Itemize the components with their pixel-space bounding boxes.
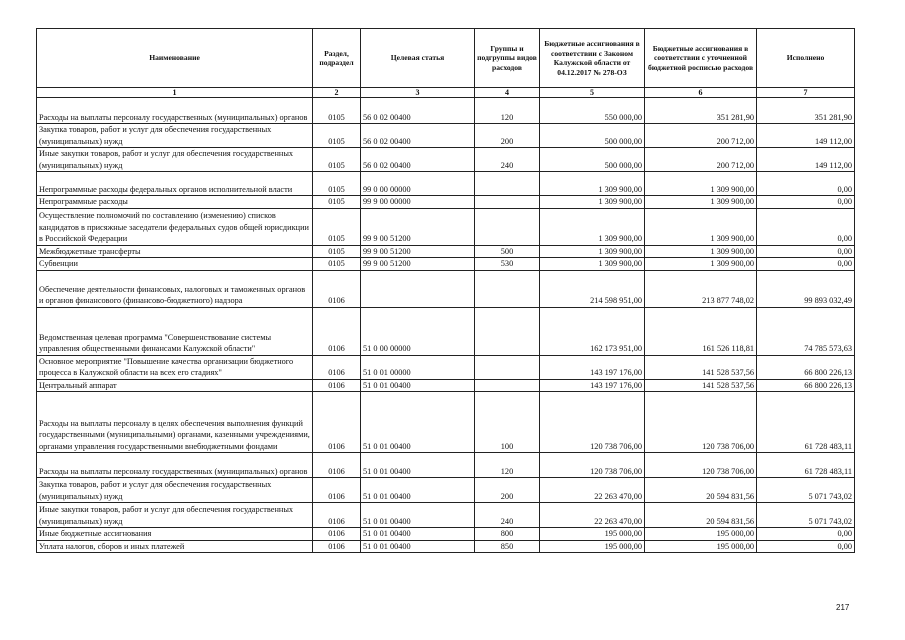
table-row (37, 392, 855, 453)
cell-target: 51 0 01 00400 (361, 503, 475, 528)
column-number: 3 (361, 88, 475, 98)
cell-group (475, 355, 540, 379)
column-number: 1 (37, 88, 313, 98)
cell-executed: 351 281,90 (757, 98, 855, 124)
table-row (37, 148, 855, 172)
table-row (37, 528, 855, 541)
cell-section: 0106 (313, 307, 361, 355)
cell-section: 0106 (313, 270, 361, 307)
cell-section: 0105 (313, 196, 361, 209)
cell-section: 0105 (313, 245, 361, 258)
cell-executed: 0,00 (757, 245, 855, 258)
cell-target: 56 0 02 00400 (361, 148, 475, 172)
table-row (37, 478, 855, 503)
column-number: 6 (645, 88, 757, 98)
column-number: 5 (540, 88, 645, 98)
cell-name: Непрограммные расходы (37, 196, 313, 209)
cell-name: Закупка товаров, работ и услуг для обеспечения государственных (муниципальных) нужд (37, 124, 313, 148)
cell-group: 530 (475, 258, 540, 271)
cell-refined-allocation: 1 309 900,00 (645, 245, 757, 258)
cell-executed: 0,00 (757, 172, 855, 196)
cell-refined-allocation: 1 309 900,00 (645, 258, 757, 271)
cell-target: 99 9 00 51200 (361, 258, 475, 271)
cell-refined-allocation: 1 309 900,00 (645, 196, 757, 209)
table-row (37, 245, 855, 258)
cell-law-allocation: 22 263 470,00 (540, 503, 645, 528)
cell-name: Межбюджетные трансферты (37, 245, 313, 258)
cell-refined-allocation: 1 309 900,00 (645, 172, 757, 196)
cell-group: 850 (475, 540, 540, 553)
cell-section: 0106 (313, 503, 361, 528)
cell-refined-allocation: 200 712,00 (645, 148, 757, 172)
column-number: 2 (313, 88, 361, 98)
cell-group: 240 (475, 148, 540, 172)
cell-executed: 66 800 226,13 (757, 355, 855, 379)
table-row (37, 307, 855, 355)
cell-target: 99 0 00 00000 (361, 172, 475, 196)
table-row (37, 172, 855, 196)
table-row (37, 98, 855, 124)
cell-executed: 149 112,00 (757, 124, 855, 148)
cell-refined-allocation: 20 594 831,56 (645, 503, 757, 528)
cell-target: 51 0 01 00400 (361, 392, 475, 453)
cell-refined-allocation: 1 309 900,00 (645, 208, 757, 245)
cell-target: 99 9 00 51200 (361, 208, 475, 245)
cell-law-allocation: 214 598 951,00 (540, 270, 645, 307)
cell-name: Иные закупки товаров, работ и услуг для обеспечения государственных (муниципальных) нужд (37, 503, 313, 528)
cell-target: 51 0 01 00000 (361, 355, 475, 379)
cell-name: Расходы на выплаты персоналу в целях обеспечения выполнения функций государственными (муниципальными) органами, казенными учреждениями, органами управления государственными внебюджетными фондами (37, 392, 313, 453)
cell-section: 0105 (313, 98, 361, 124)
table-row (37, 208, 855, 245)
cell-group: 120 (475, 98, 540, 124)
column-number-row (37, 88, 855, 98)
cell-refined-allocation: 20 594 831,56 (645, 478, 757, 503)
cell-section: 0105 (313, 258, 361, 271)
cell-executed: 5 071 743,02 (757, 478, 855, 503)
cell-law-allocation: 1 309 900,00 (540, 196, 645, 209)
cell-section: 0105 (313, 208, 361, 245)
cell-group: 800 (475, 528, 540, 541)
cell-law-allocation: 500 000,00 (540, 124, 645, 148)
header-name: Наименование (37, 29, 313, 88)
cell-executed: 61 728 483,11 (757, 453, 855, 478)
cell-executed: 0,00 (757, 208, 855, 245)
cell-law-allocation: 1 309 900,00 (540, 258, 645, 271)
cell-executed: 0,00 (757, 528, 855, 541)
cell-law-allocation: 195 000,00 (540, 528, 645, 541)
cell-executed: 0,00 (757, 196, 855, 209)
cell-law-allocation: 1 309 900,00 (540, 245, 645, 258)
cell-refined-allocation: 141 528 537,56 (645, 379, 757, 392)
cell-target: 56 0 02 00400 (361, 124, 475, 148)
cell-refined-allocation: 161 526 118,81 (645, 307, 757, 355)
cell-law-allocation: 500 000,00 (540, 148, 645, 172)
table-row (37, 503, 855, 528)
cell-target: 56 0 02 00400 (361, 98, 475, 124)
cell-section: 0105 (313, 172, 361, 196)
cell-law-allocation: 195 000,00 (540, 540, 645, 553)
cell-law-allocation: 162 173 951,00 (540, 307, 645, 355)
cell-name: Иные бюджетные ассигнования (37, 528, 313, 541)
cell-refined-allocation: 120 738 706,00 (645, 453, 757, 478)
cell-law-allocation: 22 263 470,00 (540, 478, 645, 503)
cell-name: Центральный аппарат (37, 379, 313, 392)
cell-executed: 61 728 483,11 (757, 392, 855, 453)
cell-law-allocation: 143 197 176,00 (540, 379, 645, 392)
cell-section: 0105 (313, 124, 361, 148)
cell-target (361, 270, 475, 307)
cell-refined-allocation: 213 877 748,02 (645, 270, 757, 307)
cell-law-allocation: 550 000,00 (540, 98, 645, 124)
cell-executed: 5 071 743,02 (757, 503, 855, 528)
cell-group: 200 (475, 124, 540, 148)
cell-name: Расходы на выплаты персоналу государственных (муниципальных) органов (37, 98, 313, 124)
cell-target: 51 0 01 00400 (361, 540, 475, 553)
cell-group (475, 172, 540, 196)
cell-section: 0106 (313, 528, 361, 541)
column-number: 4 (475, 88, 540, 98)
cell-refined-allocation: 141 528 537,56 (645, 355, 757, 379)
cell-name: Осуществление полномочий по составлению (изменению) списков кандидатов в присяжные заседатели федеральных судов общей юрисдикции в Российской Федерации (37, 208, 313, 245)
column-number: 7 (757, 88, 855, 98)
cell-name: Субвенции (37, 258, 313, 271)
cell-name: Уплата налогов, сборов и иных платежей (37, 540, 313, 553)
cell-target: 51 0 01 00400 (361, 478, 475, 503)
cell-name: Иные закупки товаров, работ и услуг для обеспечения государственных (муниципальных) нужд (37, 148, 313, 172)
cell-group: 240 (475, 503, 540, 528)
cell-group (475, 208, 540, 245)
cell-refined-allocation: 120 738 706,00 (645, 392, 757, 453)
cell-group: 200 (475, 478, 540, 503)
cell-executed: 149 112,00 (757, 148, 855, 172)
cell-group: 100 (475, 392, 540, 453)
cell-name: Основное мероприятие "Повышение качества организации бюджетного процесса в Калужской области на всех его стадиях" (37, 355, 313, 379)
cell-name: Расходы на выплаты персоналу государственных (муниципальных) органов (37, 453, 313, 478)
cell-target: 99 9 00 00000 (361, 196, 475, 209)
header-group: Группы и подгруппы видов расходов (475, 29, 540, 88)
cell-name: Закупка товаров, работ и услуг для обеспечения государственных (муниципальных) нужд (37, 478, 313, 503)
cell-section: 0105 (313, 148, 361, 172)
cell-law-allocation: 120 738 706,00 (540, 453, 645, 478)
header-section: Раздел, подраздел (313, 29, 361, 88)
header-row (37, 29, 855, 88)
table-row (37, 540, 855, 553)
cell-executed: 66 800 226,13 (757, 379, 855, 392)
table-row (37, 124, 855, 148)
cell-group: 500 (475, 245, 540, 258)
cell-name: Обеспечение деятельности финансовых, налоговых и таможенных органов и органов финансового (финансово-бюджетного) надзора (37, 270, 313, 307)
cell-section: 0106 (313, 540, 361, 553)
cell-refined-allocation: 195 000,00 (645, 540, 757, 553)
cell-target: 51 0 01 00400 (361, 528, 475, 541)
cell-section: 0106 (313, 392, 361, 453)
header-executed: Исполнено (757, 29, 855, 88)
cell-target: 51 0 01 00400 (361, 379, 475, 392)
budget-table (36, 28, 855, 553)
cell-name: Непрограммные расходы федеральных органов исполнительной власти (37, 172, 313, 196)
table-body (37, 98, 855, 553)
header-law-allocation: Бюджетные ассигнования в соответствии с Законом Калужской области от 04.12.2017 № 278-ОЗ (540, 29, 645, 88)
cell-target: 99 9 00 51200 (361, 245, 475, 258)
cell-section: 0106 (313, 379, 361, 392)
cell-section: 0106 (313, 478, 361, 503)
cell-group: 120 (475, 453, 540, 478)
document-sheet (36, 28, 854, 553)
cell-section: 0106 (313, 355, 361, 379)
cell-executed: 0,00 (757, 540, 855, 553)
cell-group (475, 196, 540, 209)
page-number: 217 (836, 603, 850, 612)
table-row (37, 258, 855, 271)
cell-group (475, 270, 540, 307)
cell-law-allocation: 120 738 706,00 (540, 392, 645, 453)
cell-refined-allocation: 351 281,90 (645, 98, 757, 124)
cell-executed: 74 785 573,63 (757, 307, 855, 355)
table-row (37, 355, 855, 379)
cell-section: 0106 (313, 453, 361, 478)
cell-executed: 99 893 032,49 (757, 270, 855, 307)
cell-refined-allocation: 200 712,00 (645, 124, 757, 148)
table-row (37, 196, 855, 209)
header-refined-allocation: Бюджетные ассигнования в соответствии с уточненной бюджетной росписью расходов (645, 29, 757, 88)
cell-law-allocation: 143 197 176,00 (540, 355, 645, 379)
header-target: Целевая статья (361, 29, 475, 88)
cell-executed: 0,00 (757, 258, 855, 271)
cell-refined-allocation: 195 000,00 (645, 528, 757, 541)
cell-target: 51 0 01 00400 (361, 453, 475, 478)
cell-target: 51 0 00 00000 (361, 307, 475, 355)
cell-group (475, 379, 540, 392)
cell-law-allocation: 1 309 900,00 (540, 208, 645, 245)
table-row (37, 270, 855, 307)
cell-group (475, 307, 540, 355)
table-row (37, 379, 855, 392)
cell-law-allocation: 1 309 900,00 (540, 172, 645, 196)
table-row (37, 453, 855, 478)
cell-name: Ведомственная целевая программа "Совершенствование системы управления общественными финансами Калужской области" (37, 307, 313, 355)
